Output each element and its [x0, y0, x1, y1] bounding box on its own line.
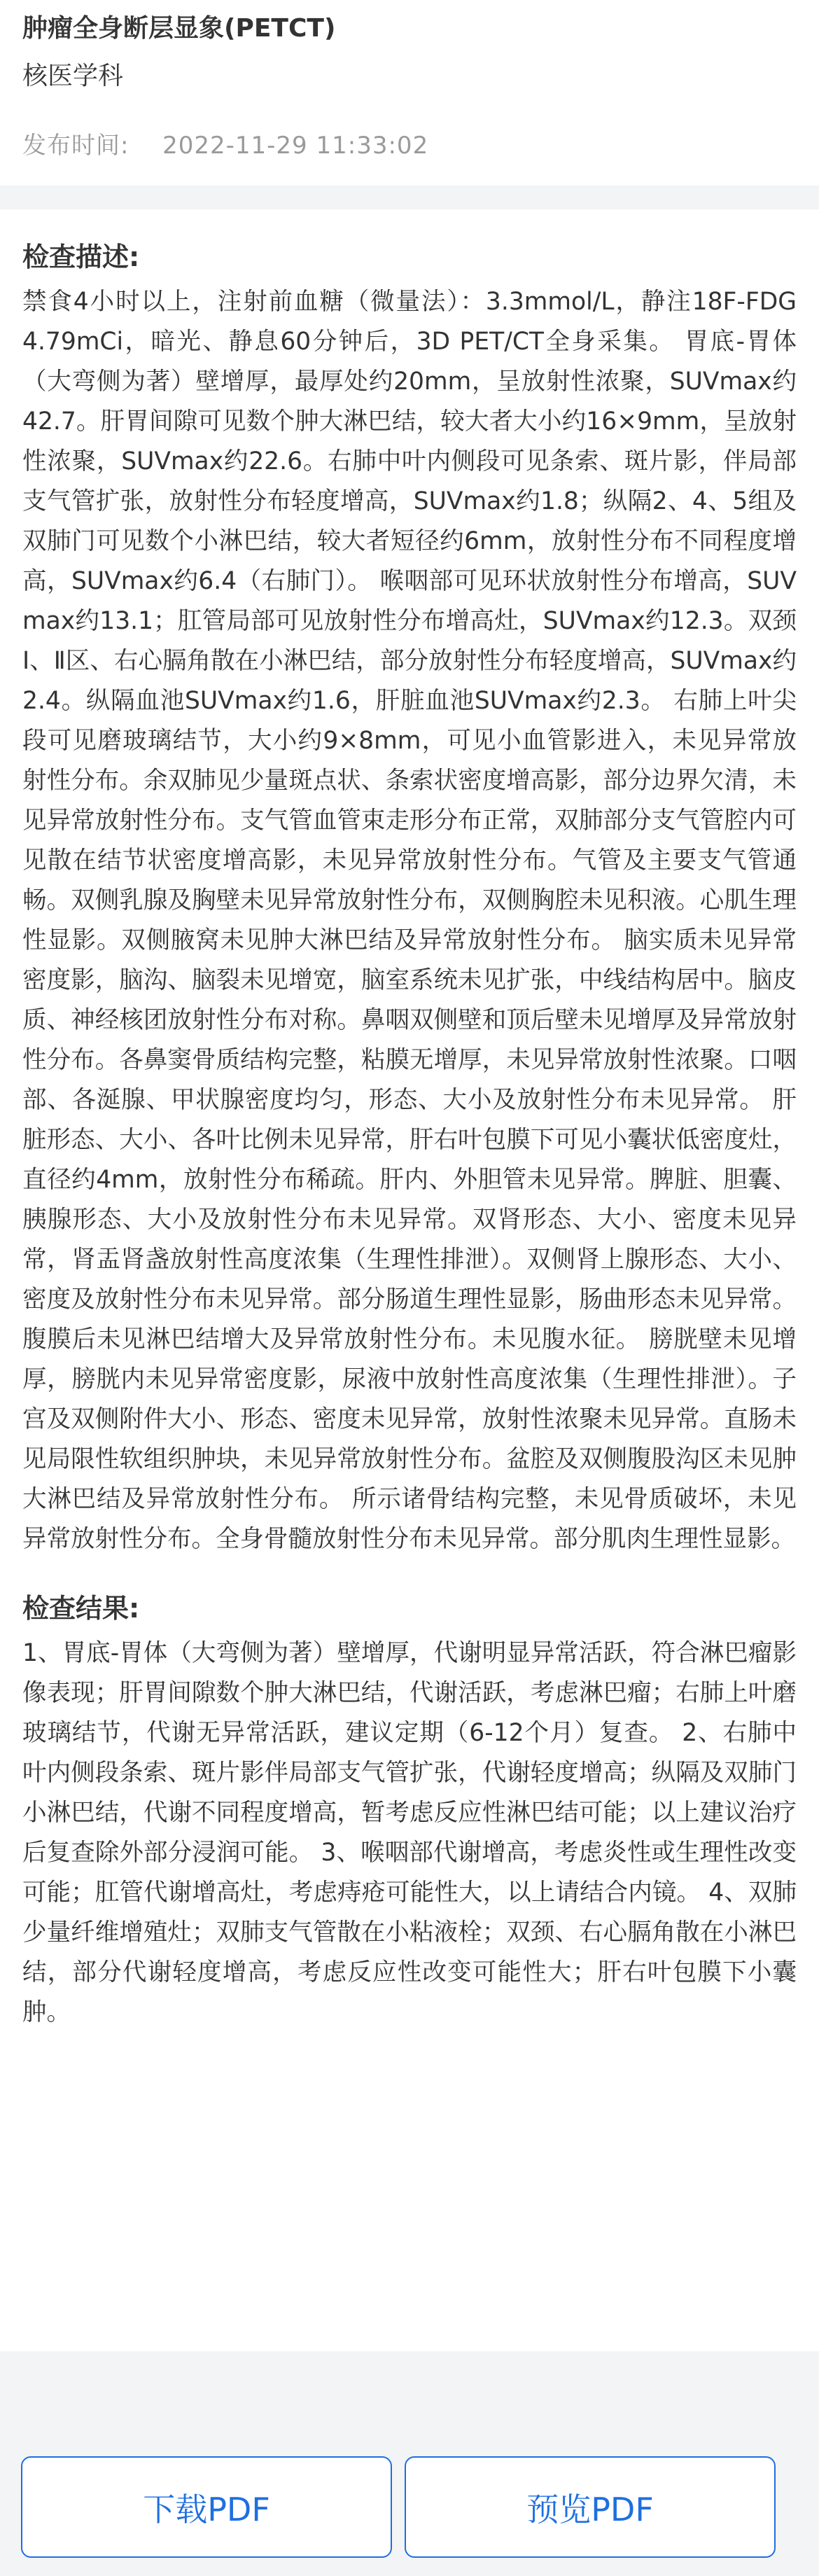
description-text: 禁食4小时以上，注射前血糖（微量法）：3.3mmol/L，静注18F-FDG 4.79mCi，暗光、静息60分钟后，3D PET/CT全身采集。 胃底-胃体（大弯侧为著）壁增厚，最厚处约20mm，呈放射性浓聚，SUVmax约42.7。肝胃间隙可见数个肿大淋巴结，较大者大小约16×9mm，呈放射性浓聚，SUVmax约22.6。右肺中叶内侧段可见条索、斑片影，伴局部支气管扩张，放射性分布轻度增高，SUVmax约1.8；纵隔2、4、5组及双肺门可见数个小淋巴结，较大者短径约6mm，放射性分布不同程度增高，SUVmax约6.4（右肺门）。 喉咽部可见环状放射性分布增高，SUVmax约13.1；肛管局部可见放射性分布增高灶，SUVmax约12.3。双颈Ⅰ、Ⅱ区、右心膈角散在小淋巴结，部分放射性分布轻度增高，SUVmax约2.4。纵隔血池SUVmax约1.6，肝脏血池SUVmax约2.3。 右肺上叶尖段可见磨玻璃结节，大小约9×8mm，可见小血管影进入，未见异常放射性分布。余双肺见少量斑点状、条索状密度增高影，部分边界欠清，未见异常放射性分布。支气管血管束走形分布正常，双肺部分支气管腔内可见散在结节状密度增高影，未见异常放射性分布。气管及主要支气管通畅。双侧乳腺及胸壁未见异常放射性分布，双侧胸腔未见积液。心肌生理性显影。双侧腋窝未见肿大淋巴结及异常放射性分布。 脑实质未见异常密度影，脑沟、脑裂未见增宽，脑室系统未见扩张，中线结构居中。脑皮质、神经核团放射性分布对称。鼻咽双侧壁和顶后壁未见增厚及异常放射性分布。各鼻窦骨质结构完整，粘膜无增厚，未见异常放射性浓聚。口咽部、各涎腺、甲状腺密度均匀，形态、大小及放射性分布未见异常。 肝脏形态、大小、各叶比例未见异常，肝右叶包膜下可见小囊状低密度灶，直径约4mm，放射性分布稀疏。肝内、外胆管未见异常。脾脏、胆囊、胰腺形态、大小及放射性分布未见异常。双肾形态、大小、密度未见异常，肾盂肾盏放射性高度浓集（生理性排泄）。双侧肾上腺形态、大小、密度及放射性分布未见异常。部分肠道生理性显影，肠曲形态未见异常。腹膜后未见淋巴结增大及异常放射性分布。未见腹水征。 膀胱壁未见增厚，膀胱内未见异常密度影，尿液中放射性高度浓集（生理性排泄）。子宫及双侧附件大小、形态、密度未见异常，放射性浓聚未见异常。直肠未见局限性软组织肿块，未见异常放射性分布。盆腔及双侧腹股沟区未见肿大淋巴结及异常放射性分布。 所示诸骨结构完整，未见骨质破坏，未见异常放射性分布。全身骨髓放射性分布未见异常。部分肌肉生理性显影。: [22, 288, 797, 1553]
result-title: 检查结果:: [22, 1593, 140, 1624]
description-section: [0, 209, 819, 1559]
download-pdf-button[interactable]: 下载PDF: [21, 2456, 392, 2558]
publish-time-value: 2022-11-29 11:33:02: [162, 132, 429, 160]
result-section: [0, 1559, 819, 2033]
footer-gap: [0, 2351, 819, 2428]
result-text: 1、胃底-胃体（大弯侧为著）壁增厚，代谢明显异常活跃，符合淋巴瘤影像表现；肝胃间隙数个肿大淋巴结，代谢活跃，考虑淋巴瘤；右肺上叶磨玻璃结节，代谢无异常活跃，建议定期（6-12个月）复查。 2、右肺中叶内侧段条索、斑片影伴局部支气管扩张，代谢轻度增高；纵隔及双肺门小淋巴结，代谢不同程度增高，暂考虑反应性淋巴结可能；以上建议治疗后复查除外部分浸润可能。 3、喉咽部代谢增高，考虑炎性或生理性改变可能；肛管代谢增高灶，考虑痔疮可能性大，以上请结合内镜。 4、双肺少量纤维增殖灶；双肺支气管散在小粘液栓；双颈、右心膈角散在小淋巴结，部分代谢轻度增高，考虑反应性改变可能性大；肝右叶包膜下小囊肿。: [22, 1639, 797, 2026]
action-bar: [0, 2428, 819, 2576]
exam-title: 肿瘤全身断层显象(PETCT): [22, 14, 336, 43]
preview-pdf-button[interactable]: 预览PDF: [405, 2456, 776, 2558]
report-header: [0, 0, 819, 186]
section-divider: [0, 186, 819, 209]
department-name: 核医学科: [22, 62, 124, 90]
description-title: 检查描述:: [22, 242, 140, 272]
publish-time-label: 发布时间:: [22, 132, 130, 160]
publish-time-row: [22, 126, 797, 160]
